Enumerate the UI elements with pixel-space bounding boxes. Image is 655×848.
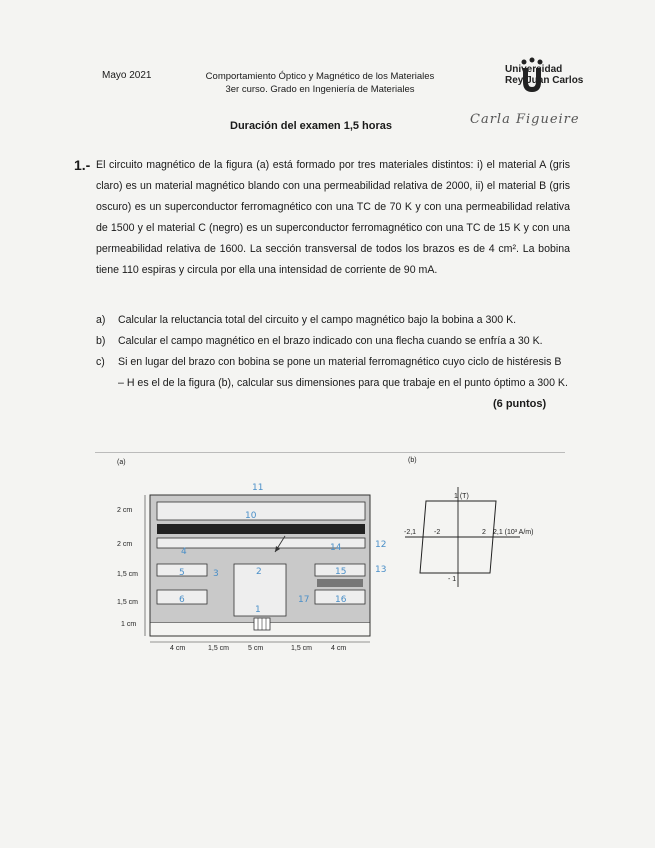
svg-text:-2,1: -2,1 bbox=[404, 529, 417, 536]
svg-text:1,5 cm: 1,5 cm bbox=[208, 645, 230, 652]
svg-text:1,5 cm: 1,5 cm bbox=[117, 571, 139, 578]
item-c: c) Si en lugar del brazo con bobina se pone un material ferromagnético cuyo ciclo de histéresis B – H es el de la figura (b), calcular sus dimensiones para que trabaje en el punto óptimo a 300 K. bbox=[96, 356, 568, 389]
svg-text:1,5 cm: 1,5 cm bbox=[291, 645, 313, 652]
question-statement: El circuito magnético de la figura (a) está formado por tres materiales distintos: i) el material A (gris claro) es un material magnético blando con una permeabilidad relativa de 2000, ii) el material B (gris oscuro) es un superconductor ferromagnético con una TC de 70 K y con una permeabilidad relativa de 1500 y el material C (negro) es un superconductor ferromagnético con una TC de 15 K y con una permeabilidad relativa de 1600. La sección transversal de todos los brazos es de 4 cm². La bobina tiene 110 espiras y circula por ella una intensidad de corriente de 90 mA. bbox=[96, 159, 570, 276]
course-subtitle: 3er curso. Grado en Ingeniería de Materiales bbox=[225, 84, 415, 95]
svg-text:5 cm: 5 cm bbox=[248, 645, 264, 652]
svg-text:3: 3 bbox=[213, 569, 219, 579]
exam-duration: Duración del examen 1,5 horas bbox=[230, 120, 393, 132]
svg-text:4: 4 bbox=[181, 547, 187, 557]
svg-text:4 cm: 4 cm bbox=[170, 645, 186, 652]
svg-text:1 cm: 1 cm bbox=[121, 621, 137, 628]
svg-text:1 (T): 1 (T) bbox=[454, 493, 469, 500]
item-a: a) Calcular la reluctancia total del circuito y el campo magnético bajo la bobina a 300 K. bbox=[96, 314, 517, 326]
university-name: Universidad Rey Juan Carlos bbox=[505, 64, 584, 86]
figure-a-magnetic-circuit bbox=[95, 452, 395, 657]
question-number: 1.- bbox=[74, 157, 91, 173]
svg-text:15: 15 bbox=[335, 567, 347, 577]
svg-text:2 cm: 2 cm bbox=[117, 541, 133, 548]
course-header bbox=[190, 70, 450, 96]
svg-text:6: 6 bbox=[179, 595, 185, 605]
svg-text:2,1 (10³ A/m): 2,1 (10³ A/m) bbox=[493, 529, 534, 536]
svg-text:2 cm: 2 cm bbox=[117, 507, 133, 514]
svg-text:4 cm: 4 cm bbox=[331, 645, 347, 652]
svg-text:2: 2 bbox=[256, 567, 262, 577]
svg-text:12: 12 bbox=[375, 540, 387, 550]
exam-date: Mayo 2021 bbox=[102, 70, 152, 81]
item-b: b) Calcular el campo magnético en el brazo indicado con una flecha cuando se enfría a 30 K. bbox=[96, 335, 543, 347]
svg-text:11: 11 bbox=[252, 483, 264, 493]
svg-text:2: 2 bbox=[482, 529, 486, 536]
material-b-arm bbox=[317, 579, 363, 587]
course-title: Comportamiento Óptico y Magnético de los Materiales bbox=[205, 71, 435, 82]
svg-text:-2: -2 bbox=[434, 529, 441, 536]
svg-text:1,5 cm: 1,5 cm bbox=[117, 599, 139, 606]
svg-text:14: 14 bbox=[330, 543, 342, 553]
handwritten-signature: Carla Figueire bbox=[470, 112, 580, 127]
svg-text:5: 5 bbox=[179, 568, 185, 578]
svg-text:13: 13 bbox=[375, 565, 387, 575]
figure-b-label: (b) bbox=[408, 457, 417, 464]
window-top bbox=[157, 502, 365, 520]
material-c-arm bbox=[157, 524, 365, 534]
svg-text:17: 17 bbox=[298, 595, 310, 605]
svg-text:16: 16 bbox=[335, 595, 347, 605]
question-items bbox=[96, 310, 570, 394]
svg-text:10: 10 bbox=[245, 511, 257, 521]
figure-b-hysteresis bbox=[400, 452, 550, 592]
svg-text:- 1: - 1 bbox=[448, 576, 457, 583]
svg-text:1: 1 bbox=[255, 605, 261, 615]
figure-a-label: (a) bbox=[117, 459, 126, 466]
points-value: (6 puntos) bbox=[493, 398, 547, 410]
